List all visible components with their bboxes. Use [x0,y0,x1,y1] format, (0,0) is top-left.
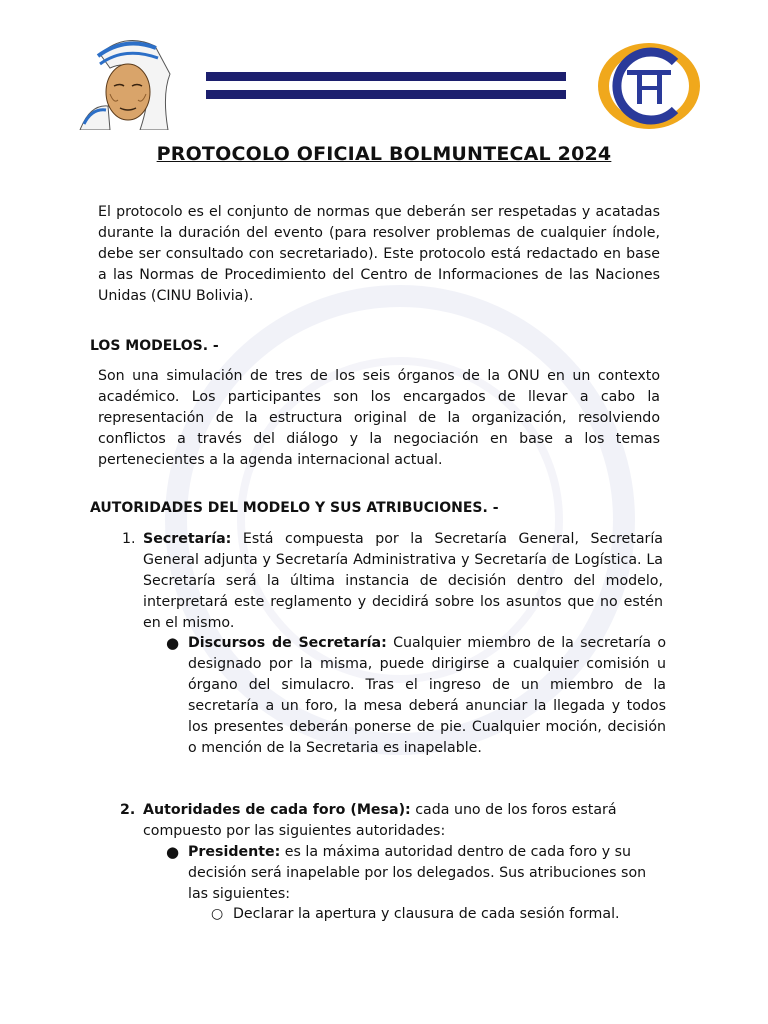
hollow-bullet-icon: ○ [211,906,224,922]
sub-item-term: Presidente: [188,844,281,860]
sub-item-text: Cualquier miembro de la secretaría o designado por la misma, puede dirigirse a cualquier comisión u órgano del simulacro. Tras el ingreso de un miembro de la secretaría a un foro, la mesa deberá anunciar la llegada y todos los presentes deberán ponerse de pie. Cualquier moción, decisión o mención de la Secretaria es inapelable. [188,635,667,756]
intro-paragraph: El protocolo es el conjunto de normas que deberán ser respetadas y acatadas durante la duración del evento (para resolver problemas de cualquier índole, debe ser consultado con secretariado). Este protocolo está redactado en base a las Normas de Procedimiento del Centro de Informaciones de las Naciones Unidas (CINU Bolivia). [98,204,660,304]
section-heading-authorities: AUTORIDADES DEL MODELO Y SUS ATRIBUCIONES. - [90,500,499,516]
school-logo [595,40,703,132]
list-number: 1. [122,531,136,547]
portrait-illustration [70,34,180,130]
list-item-secretaria [143,529,663,634]
header-bar-bottom [206,90,566,99]
sub-sub-item: Declarar la apertura y clausura de cada sesión formal. [233,906,620,922]
list-item-mesa [143,800,663,842]
sub-item-discursos [188,633,666,759]
bullet-icon: ● [166,634,180,652]
document-title: PROTOCOLO OFICIAL BOLMUNTECAL 2024 [156,143,612,165]
sub-item-term: Discursos de Secretaría: [188,635,387,651]
item-term: Secretaría: [143,531,232,547]
sub-item-presidente [188,842,666,905]
bullet-icon: ● [166,843,180,861]
models-paragraph: Son una simulación de tres de los seis órganos de la ONU en un contexto académico. Los participantes son los encargados de llevar a cabo la representación de la estructura original de la organización, resolviendo conflictos a través del diálogo y la negociación en base a los temas pertenecientes a la agenda internacional actual. [98,368,660,468]
item-text: cada uno de los foros estará compuesto por las siguientes autoridades: [143,802,617,839]
item-term: Autoridades de cada foro (Mesa): [143,802,411,818]
item-text: Está compuesta por la Secretaría General, Secretaría General adjunta y Secretaría Administrativa y Secretaría de Logística. La Secretaría será la última instancia de decisión dentro del modelo, interpretará este reglamento y decidirá sobre los asuntos que no estén en el mismo. [143,531,663,631]
list-number: 2. [120,802,136,818]
sub-item-text: es la máxima autoridad dentro de cada foro y su decisión será inapelable por los delegados. Sus atribuciones son las siguientes: [188,844,647,902]
section-heading-models: LOS MODELOS. - [90,338,219,354]
header-bar-top [206,72,566,81]
document-header [0,0,768,140]
